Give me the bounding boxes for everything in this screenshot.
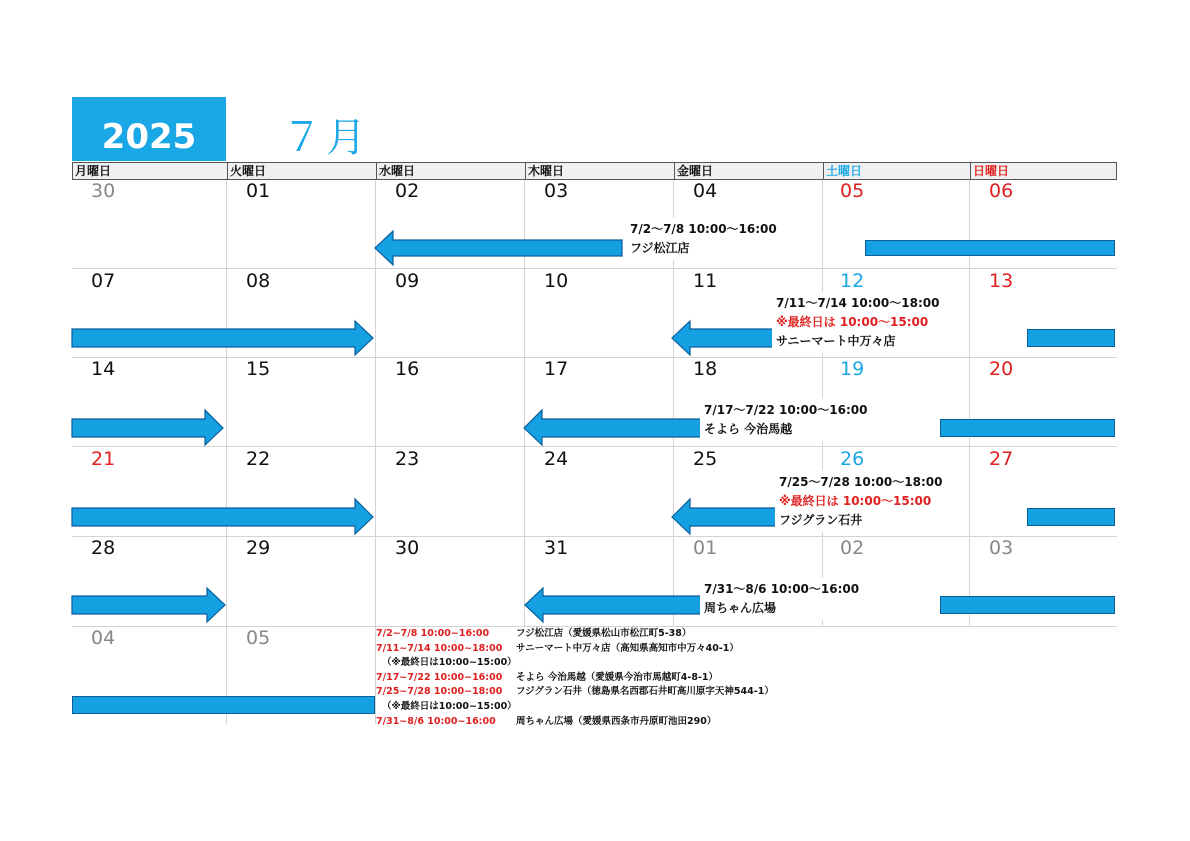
- date-cell: 01: [693, 537, 718, 559]
- date-cell: 29: [246, 537, 271, 559]
- summary-range: 7/31~8/6 10:00~16:00: [376, 715, 496, 727]
- summary-row: [376, 700, 774, 715]
- summary-text: サニーマート中万々店（高知県高知市中万々40-1）: [516, 642, 739, 654]
- right-arrow: [72, 410, 223, 445]
- date-cell: 30: [395, 537, 420, 559]
- date-cell: 12: [840, 270, 865, 292]
- date-cell: 18: [693, 358, 718, 380]
- date-cell: 30: [91, 180, 116, 202]
- event-note: ※最終日は 10:00～15:00: [776, 315, 929, 329]
- right-arrow: [72, 321, 373, 355]
- event-time: 7/25～7/28 10:00～18:00: [779, 475, 943, 489]
- date-cell: 06: [989, 180, 1014, 202]
- date-cell: 26: [840, 448, 865, 470]
- date-cell: 20: [989, 358, 1014, 380]
- weekday-tue: 火曜日: [227, 163, 376, 179]
- weekday-wed: 水曜日: [376, 163, 525, 179]
- summary-text: 周ちゃん広場（愛媛県西条市丹原町池田290）: [516, 715, 717, 727]
- date-cell: 02: [395, 180, 420, 202]
- event-label: [700, 399, 871, 441]
- date-cell: 13: [989, 270, 1014, 292]
- event-time: 7/11～7/14 10:00～18:00: [776, 296, 940, 310]
- event-time: 7/2～7/8 10:00～16:00: [630, 222, 777, 236]
- event-label: [626, 218, 781, 260]
- date-cell: 22: [246, 448, 271, 470]
- date-cell: 16: [395, 358, 420, 380]
- left-arrow: [525, 588, 705, 622]
- summary-range: 7/11~7/14 10:00~18:00: [376, 642, 503, 654]
- summary-list: [376, 627, 774, 729]
- event-label: [772, 292, 943, 353]
- date-cell: 27: [989, 448, 1014, 470]
- date-cell: 02: [840, 537, 865, 559]
- summary-row: [376, 656, 774, 671]
- left-arrow: [524, 410, 705, 445]
- summary-text: そよら 今治馬越（愛媛県今治市馬越町4-8-1）: [516, 671, 719, 683]
- event-label: [700, 578, 863, 620]
- summary-range: 7/2~7/8 10:00~16:00: [376, 628, 490, 639]
- date-cell: 07: [91, 270, 116, 292]
- summary-range: 7/17~7/22 10:00~16:00: [376, 671, 503, 683]
- event-label: [775, 471, 946, 532]
- summary-row: [376, 627, 774, 642]
- weekday-fri: 金曜日: [674, 163, 823, 179]
- event-store: そよら 今治馬越: [704, 422, 793, 436]
- date-cell: 10: [544, 270, 569, 292]
- date-cell: 14: [91, 358, 116, 380]
- summary-range: 7/25~7/28 10:00~18:00: [376, 686, 503, 698]
- date-cell: 11: [693, 270, 718, 292]
- date-cell: 04: [91, 627, 116, 649]
- date-cell: 09: [395, 270, 420, 292]
- event-note: ※最終日は 10:00～15:00: [779, 494, 932, 508]
- date-cell: 01: [246, 180, 271, 202]
- date-cell: 05: [246, 627, 271, 649]
- right-arrow: [72, 499, 373, 534]
- event-time: 7/17～7/22 10:00～16:00: [704, 403, 868, 417]
- date-cell: 24: [544, 448, 569, 470]
- summary-text: （※最終日は10:00~15:00）: [382, 700, 517, 712]
- right-arrow: [72, 588, 225, 622]
- year-box: 2025: [72, 97, 226, 161]
- summary-text: （※最終日は10:00~15:00）: [382, 657, 517, 669]
- date-cell: 21: [91, 448, 116, 470]
- event-store: サニーマート中万々店: [776, 334, 896, 348]
- date-cell: 15: [246, 358, 271, 380]
- date-cell: 31: [544, 537, 569, 559]
- weekday-sat: 土曜日: [823, 163, 970, 179]
- event-store: 周ちゃん広場: [704, 601, 777, 615]
- left-arrow: [375, 231, 622, 265]
- date-cell: 05: [840, 180, 865, 202]
- summary-row: [376, 685, 774, 700]
- date-cell: 28: [91, 537, 116, 559]
- summary-text: フジグラン石井（徳島県名西郡石井町高川原字天神544-1）: [516, 686, 774, 698]
- date-cell: 17: [544, 358, 569, 380]
- summary-row: [376, 671, 774, 686]
- weekday-thu: 木曜日: [525, 163, 674, 179]
- date-cell: 08: [246, 270, 271, 292]
- month-title: ７月: [282, 115, 370, 161]
- left-arrow: [672, 499, 780, 534]
- weekday-mon: 月曜日: [75, 164, 112, 178]
- date-cell: 03: [989, 537, 1014, 559]
- date-cell: 19: [840, 358, 865, 380]
- event-store: フジ松江店: [630, 241, 690, 255]
- date-cell: 25: [693, 448, 718, 470]
- summary-row: [376, 642, 774, 657]
- date-cell: 03: [544, 180, 569, 202]
- event-store: フジグラン石井: [779, 513, 863, 527]
- left-arrow: [672, 321, 780, 355]
- event-time: 7/31～8/6 10:00～16:00: [704, 582, 860, 596]
- summary-row: [376, 715, 774, 730]
- summary-text: フジ松江店（愛媛県松山市松江町5-38）: [516, 628, 692, 639]
- date-cell: 23: [395, 448, 420, 470]
- weekday-sun: 日曜日: [970, 163, 1116, 179]
- date-cell: 04: [693, 180, 718, 202]
